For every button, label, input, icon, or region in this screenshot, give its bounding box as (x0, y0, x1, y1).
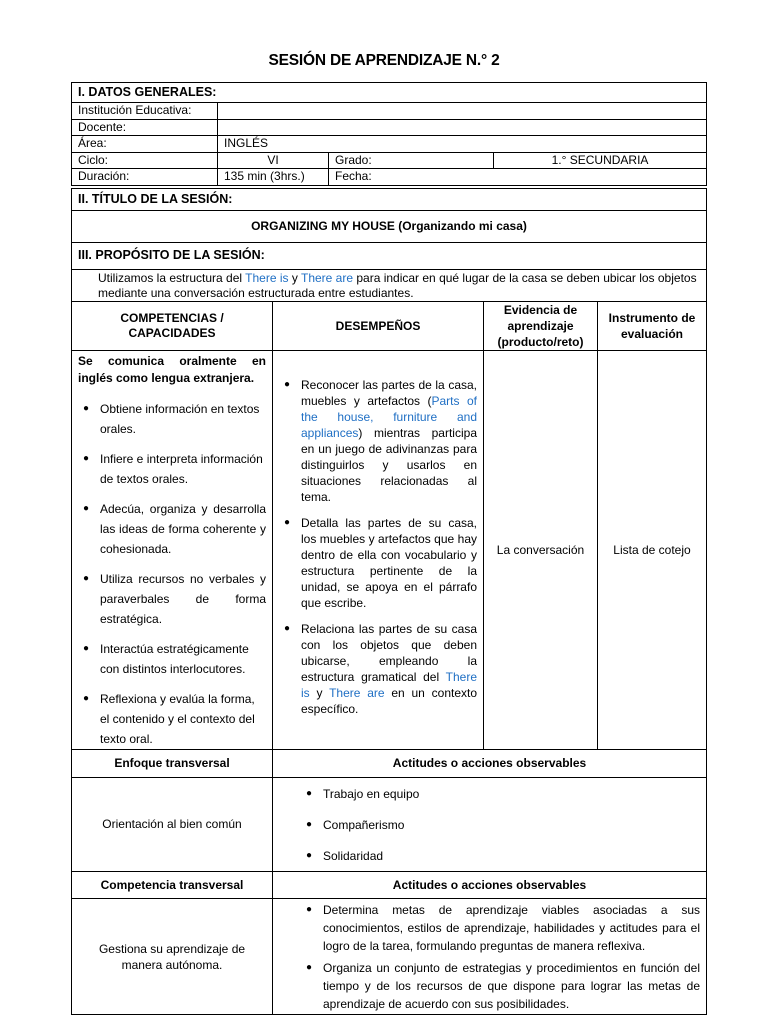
competencia-actitudes-header: Actitudes o acciones observables (273, 872, 707, 899)
competencias-table (71, 301, 707, 1015)
competencia-transversal-name: Gestiona su aprendizaje de manera autónoma. (72, 899, 273, 1015)
docente-label: Docente: (72, 119, 218, 136)
desempenos-list (279, 377, 477, 717)
header-evidencia: Evidencia de aprendizaje (producto/reto) (484, 302, 598, 351)
competencia-transversal-header: Competencia transversal (72, 872, 273, 899)
ciclo-label: Ciclo: (72, 152, 218, 169)
list-item: ● Reflexiona y evalúa la forma, el contenido y el contexto del texto oral. (100, 689, 266, 749)
desempenos-cell (273, 351, 484, 750)
header-instrumento: Instrumento de evaluación (598, 302, 707, 351)
evidencia-value: La conversación (484, 351, 598, 750)
titulo-heading: II. TÍTULO DE LA SESIÓN: (72, 189, 707, 211)
grado-label: Grado: (329, 152, 494, 169)
page-title: SESIÓN DE APRENDIZAJE N.° 2 (268, 52, 500, 69)
enfoque-name: Orientación al bien común (72, 778, 273, 872)
docente-value (218, 119, 707, 136)
main-competencia: Se comunica oralmente en inglés como lengua extranjera. (78, 354, 266, 385)
proposito-text: Utilizamos la estructura del There is y There are para indicar en qué lugar de la casa se deben ubicar los objetos mediante una conversación estructurada entre estudiantes. (72, 270, 707, 302)
list-item: ● Infiere e interpreta información de textos orales. (100, 449, 266, 489)
list-item: ● Compañerismo (323, 815, 700, 835)
grado-value: 1.° SECUNDARIA (494, 152, 707, 169)
competencia-actitudes-list (301, 901, 700, 1013)
area-label: Área: (72, 136, 218, 153)
datos-generales-heading: I. DATOS GENERALES: (72, 83, 707, 103)
enfoque-actitudes-cell (273, 778, 707, 872)
session-title: ORGANIZING MY HOUSE (Organizando mi casa) (72, 211, 707, 243)
instrumento-value: Lista de cotejo (598, 351, 707, 750)
duracion-label: Duración: (72, 169, 218, 186)
header-desempenos: DESEMPEÑOS (273, 302, 484, 351)
enfoque-actitudes-list (301, 784, 700, 866)
list-item: ● Interactúa estratégicamente con distintos interlocutores. (100, 639, 266, 679)
competencia-actitudes-cell (273, 899, 707, 1015)
competencias-cell (72, 351, 273, 750)
header-competencias: COMPETENCIAS / CAPACIDADES (72, 302, 273, 351)
area-value: INGLÉS (218, 136, 707, 153)
institucion-label: Institución Educativa: (72, 103, 218, 120)
duracion-value: 135 min (3hrs.) (218, 169, 329, 186)
list-item: ● Trabajo en equipo (323, 784, 700, 804)
proposito-heading: III. PROPÓSITO DE LA SESIÓN: (72, 243, 707, 270)
capacidades-list (78, 399, 266, 749)
datos-generales-table (71, 82, 707, 186)
list-item: ● Adecúa, organiza y desarrolla las ideas de forma coherente y cohesionada. (100, 499, 266, 559)
enfoque-header: Enfoque transversal (72, 750, 273, 778)
list-item: ● Solidaridad (323, 846, 700, 866)
titulo-proposito-table (71, 188, 707, 302)
list-item: ● Reconocer las partes de la casa, muebles y artefactos (Parts of the house, furniture and appliances) mientras participa en un juego de adivinanzas para distinguirlos y usarlos en situaciones relacionadas al tema. (301, 377, 477, 505)
enfoque-actitudes-header: Actitudes o acciones observables (273, 750, 707, 778)
list-item: ● Determina metas de aprendizaje viables asociadas a sus conocimientos, estilos de aprendizaje, habilidades y actitudes para el logro de la tarea, formulando preguntas de manera reflexiva. (323, 901, 700, 955)
list-item: ● Organiza un conjunto de estrategias y procedimientos en función del tiempo y de los recursos de que dispone para lograr las metas de aprendizaje de acuerdo con sus posibilidades. (323, 959, 700, 1013)
fecha-label: Fecha: (329, 169, 707, 186)
ciclo-value: VI (218, 152, 329, 169)
list-item: ● Utiliza recursos no verbales y paraverbales de forma estratégica. (100, 569, 266, 629)
institucion-value (218, 103, 707, 120)
list-item: ● Detalla las partes de su casa, los muebles y artefactos que hay dentro de ella con vocabulario y estructura pertinente de la unidad, se apoya en el párrafo que escribe. (301, 515, 477, 611)
list-item: ● Relaciona las partes de su casa con los objetos que deben ubicarse, empleando la estructura gramatical del There is y There are en un contexto específico. (301, 621, 477, 717)
list-item: ● Obtiene información en textos orales. (100, 399, 266, 439)
